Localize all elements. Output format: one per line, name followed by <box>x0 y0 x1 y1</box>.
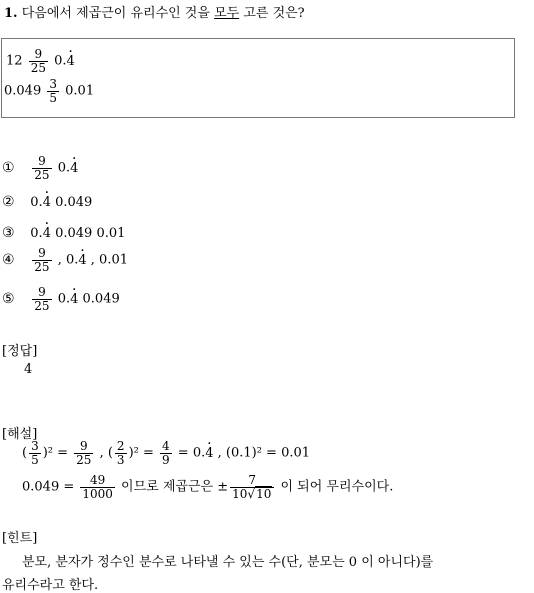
explanation-line-1: ( $\frac{3}{5}$ )² = $\frac{9}{25}$ , ( $\frac{2}{3}$ )² = $\frac{4}{9}$ = 0.· 4 , (0.1)² = 0.01 <box>22 440 310 466</box>
repeating-digit: · 4 <box>78 253 86 268</box>
question-number: 1. <box>4 6 18 21</box>
hint-line-1: 분모, 분자가 정수인 분수로 나타낼 수 있는 수(단, 분모는 0 이 아니다)를 <box>22 555 434 570</box>
choice-3[interactable]: ③ 0.· 4 0.049 0.01 <box>2 225 125 241</box>
choice-marker: ② <box>2 194 15 210</box>
answer-value: 4 <box>24 362 33 377</box>
question-text-end: 고른 것은? <box>239 6 305 21</box>
given-decimal: 0. <box>54 53 67 69</box>
given-fraction: $\frac{9}{25}$ <box>30 47 46 75</box>
fraction: $\frac{2}{3}$ <box>116 439 125 467</box>
choice-text: 0.049 0.01 <box>55 226 126 241</box>
choice-marker: ④ <box>2 251 15 268</box>
fraction: $\frac{9}{25}$ <box>76 439 92 467</box>
repeating-digit: · 4 <box>70 161 78 176</box>
sqrt: √10 <box>247 486 272 501</box>
choice-marker: ③ <box>2 225 15 241</box>
choice-5[interactable]: ⑤ $\frac{9}{25}$ 0.· 4 0.049 <box>2 286 120 312</box>
repeating-digit: · 4 <box>43 226 51 241</box>
choice-fraction: $\frac{9}{25}$ <box>34 246 50 274</box>
choice-text: , 0.01 <box>86 252 128 268</box>
fraction: $\frac{3}{5}$ <box>31 439 39 467</box>
fraction: $\frac{7}{10√10}$ <box>230 474 274 500</box>
hint-label: [힌트] <box>2 531 38 546</box>
repeating-digit: · 4 <box>43 195 51 210</box>
repeating-digit: · 4 <box>70 292 78 307</box>
choice-fraction: $\frac{9}{25}$ <box>34 285 50 313</box>
choice-1[interactable]: ① $\frac{9}{25}$ 0.· 4 <box>2 155 78 181</box>
fraction: $\frac{4}{9}$ <box>162 439 170 467</box>
given-value: 0.01 <box>65 83 95 99</box>
question-emphasis: 모두 <box>214 6 240 21</box>
choice-4[interactable]: ④ $\frac{9}{25}$ , 0.· 4 , 0.01 <box>2 247 128 273</box>
explanation-label: [해설] <box>2 427 38 442</box>
fraction: $\frac{49}{1000}$ <box>82 473 113 501</box>
choice-text: 0.049 <box>55 195 93 210</box>
choice-2[interactable]: ② 0.· 4 0.049 <box>2 194 92 210</box>
repeating-digit: · 4 <box>67 54 75 69</box>
question <box>4 2 305 21</box>
hint-line-2: 유리수라고 한다. <box>2 578 99 593</box>
given-value: 0.049 <box>4 83 42 99</box>
explanation-line-2: 0.049 = $\frac{49}{1000}$ 이므로 제곱근은 ± $\frac{7}{10√10}$ 이 되어 무리수이다. <box>22 473 394 501</box>
choice-marker: ① <box>2 159 15 176</box>
answer-label: [정답] <box>2 344 38 359</box>
given-row-1 <box>6 48 75 74</box>
repeating-digit: · 4 <box>205 446 213 461</box>
choice-text: 0.049 <box>82 291 120 307</box>
choice-marker: ⑤ <box>2 290 15 307</box>
question-text: 다음에서 제곱근이 유리수인 것을 <box>21 6 215 21</box>
choice-fraction: $\frac{9}{25}$ <box>34 154 50 182</box>
given-value: 12 <box>6 53 23 69</box>
given-row-2 <box>4 78 94 104</box>
given-fraction: $\frac{3}{5}$ <box>49 77 57 105</box>
